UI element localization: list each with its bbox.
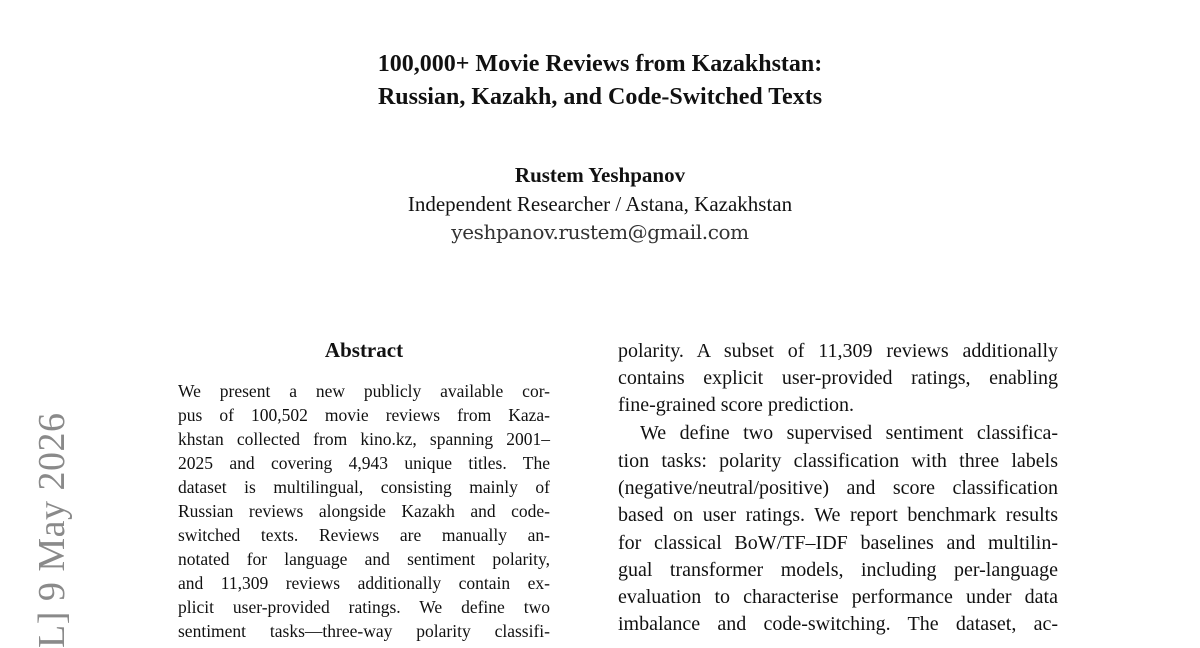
abstract-line: and 11,309 reviews additionally contain ex- [178,573,550,593]
body-line: fine-grained score prediction. [618,394,855,416]
author-name: Rustem Yeshpanov [514,163,686,187]
body-line: We define two supervised sentiment classifica- [640,422,1058,444]
abstract-line: 2025 and covering 4,943 unique titles. The [178,453,550,473]
arxiv-side-stamp: L] 9 May 2026 [31,412,73,648]
abstract-heading: Abstract [324,338,404,362]
author-email: yeshpanov.rustem@gmail.com [451,220,749,244]
abstract-line: pus of 100,502 movie reviews from Kaza- [178,405,550,425]
body-line: contains explicit user-provided ratings, enabling [618,367,1058,389]
abstract-line: khstan collected from kino.kz, spanning 2001– [178,429,550,449]
abstract-line: sentiment tasks—three-way polarity classifi- [178,621,550,641]
paper-title [0,48,1200,114]
body-line: (negative/neutral/positive) and score classification [618,477,1058,499]
abstract-line: Russian reviews alongside Kazakh and code- [178,501,550,521]
body-line: gual transformer models, including per-language [618,559,1058,581]
abstract-line: plicit user-provided ratings. We define two [178,597,550,617]
abstract-line: notated for language and sentiment polarity, [178,549,550,569]
body-line: evaluation to characterise performance under data [618,586,1058,608]
abstract-line: We present a new publicly available cor- [178,381,550,401]
title-line: Russian, Kazakh, and Code-Switched Texts [377,84,823,110]
title-line: 100,000+ Movie Reviews from Kazakhstan: [377,51,823,77]
body-line: tion tasks: polarity classification with three labels [618,450,1058,472]
abstract-line: switched texts. Reviews are manually an- [178,525,550,545]
body-line: imbalance and code-switching. The dataset, ac- [618,613,1058,635]
body-line: for classical BoW/TF–IDF baselines and multilin- [618,532,1058,554]
body-line: based on user ratings. We report benchmark results [618,504,1058,526]
abstract-line: dataset is multilingual, consisting mainly of [178,477,550,497]
author-affiliation: Independent Researcher / Astana, Kazakhstan [407,192,793,216]
body-line: polarity. A subset of 11,309 reviews additionally [618,340,1058,362]
